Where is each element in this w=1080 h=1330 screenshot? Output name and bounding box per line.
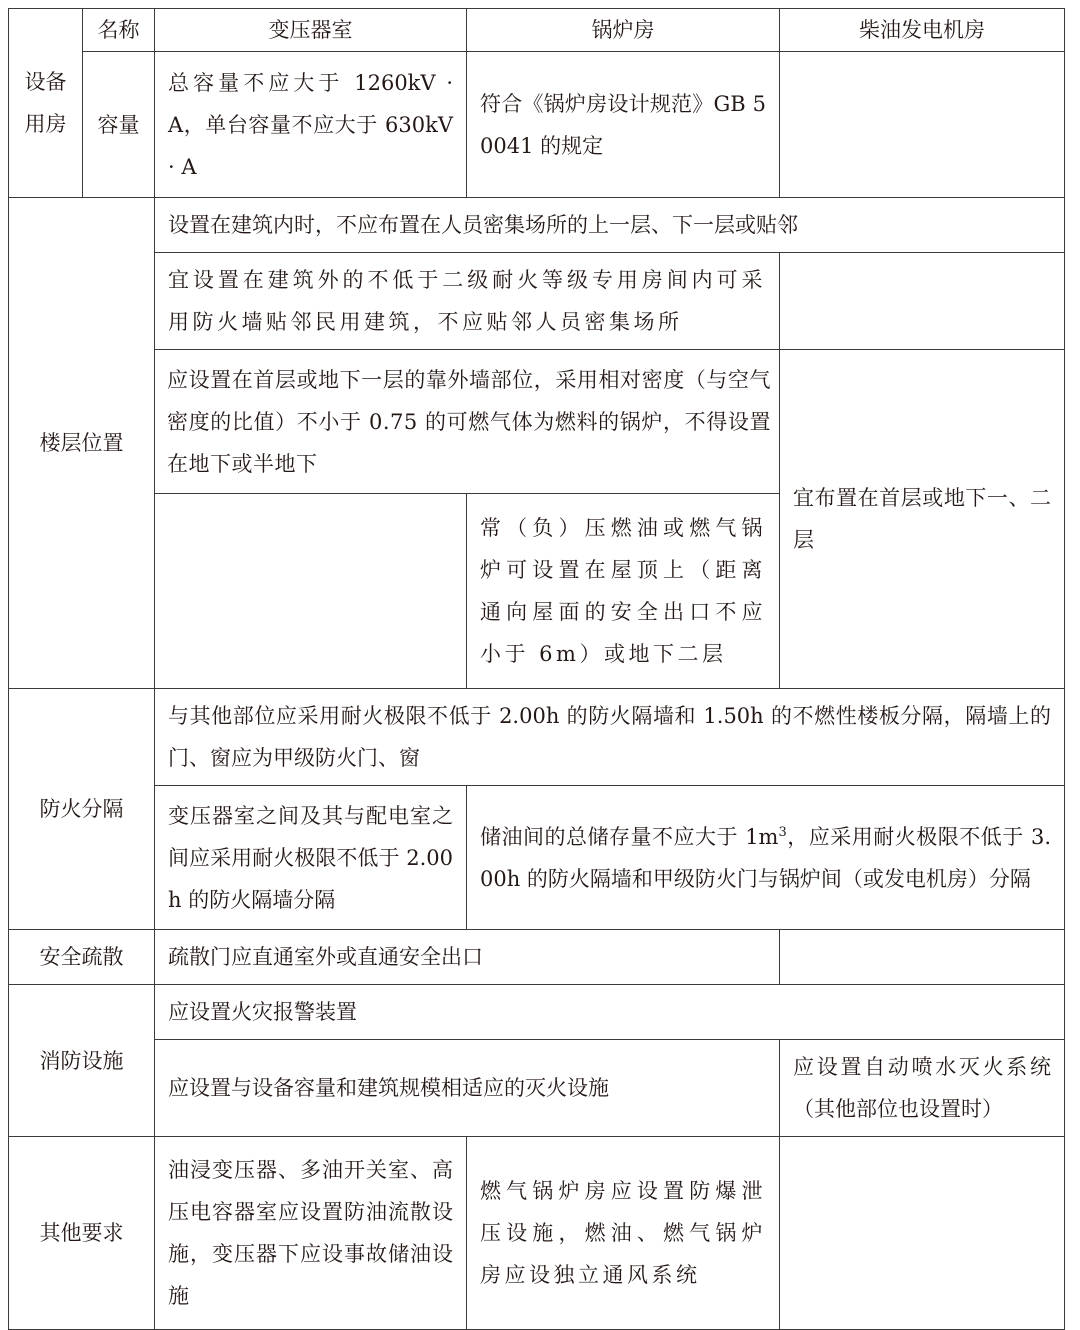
fire-facilities-extinguishing: 应设置与设备容量和建筑规模相适应的灭火设施 xyxy=(155,1040,780,1137)
header-boiler-room: 锅炉房 xyxy=(467,9,780,52)
oil-storage-superscript: 3 xyxy=(778,824,787,840)
floor-location-boiler-roof: 常（负）压燃油或燃气锅炉可设置在屋顶上（距离通向屋面的安全出口不应小于 6m）或地下二层 xyxy=(467,494,780,689)
fire-separation-transformer: 变压器室之间及其与配电室之间应采用耐火极限不低于 2.00h 的防火隔墙分隔 xyxy=(155,786,467,930)
fire-separation-all: 与其他部位应采用耐火极限不低于 2.00h 的防火隔墙和 1.50h 的不燃性楼板分隔，隔墙上的门、窗应为甲级防火门、窗 xyxy=(155,689,1065,786)
capacity-boiler: 符合《锅炉房设计规范》GB 50041 的规定 xyxy=(467,52,780,198)
evacuation-transformer-boiler: 疏散门应直通室外或直通安全出口 xyxy=(155,930,780,985)
other-requirements-boiler: 燃气锅炉房应设置防爆泄压设施，燃油、燃气锅炉房应设独立通风系统 xyxy=(467,1137,780,1330)
floor-location-diesel: 宜布置在首层或地下一、二层 xyxy=(780,350,1065,689)
fire-separation-oil-storage xyxy=(467,786,1065,930)
floor-location-row-1 xyxy=(9,198,1065,253)
equipment-room-label: 设备用房 xyxy=(24,70,67,136)
capacity-diesel xyxy=(780,52,1065,198)
fire-facilities-sprinkler: 应设置自动喷水灭火系统（其他部位也设置时） xyxy=(780,1040,1065,1137)
fire-facilities-alarm: 应设置火灾报警装置 xyxy=(155,985,1065,1040)
other-requirements-label: 其他要求 xyxy=(9,1137,155,1330)
fire-code-table xyxy=(8,8,1065,1330)
other-requirements-diesel xyxy=(780,1137,1065,1330)
fire-separation-row-2 xyxy=(9,786,1065,930)
floor-location-row-3 xyxy=(9,350,1065,494)
fire-facilities-label: 消防设施 xyxy=(9,985,155,1137)
fire-facilities-row-1 xyxy=(9,985,1065,1040)
floor-location-row-2 xyxy=(9,253,1065,350)
floor-location-diesel-empty xyxy=(780,253,1065,350)
capacity-row xyxy=(9,52,1065,198)
other-requirements-row xyxy=(9,1137,1065,1330)
equipment-room-label-cell xyxy=(9,9,83,198)
floor-location-all: 设置在建筑内时，不应布置在人员密集场所的上一层、下一层或贴邻 xyxy=(155,198,1065,253)
header-transformer-room: 变压器室 xyxy=(155,9,467,52)
floor-location-label: 楼层位置 xyxy=(9,198,155,689)
capacity-label: 容量 xyxy=(83,52,155,198)
fire-separation-label: 防火分隔 xyxy=(9,689,155,930)
fire-separation-row-1 xyxy=(9,689,1065,786)
capacity-transformer: 总容量不应大于 1260kV · A，单台容量不应大于 630kV · A xyxy=(155,52,467,198)
evacuation-row xyxy=(9,930,1065,985)
header-diesel-generator-room: 柴油发电机房 xyxy=(780,9,1065,52)
oil-storage-text-2: ，应采用耐火极限不低于 3.00h 的防火隔墙和甲级防火门与锅炉间（或发电机房）分隔 xyxy=(480,824,1051,891)
floor-location-transformer-boiler-outside: 宜设置在建筑外的不低于二级耐火等级专用房间内可采用防火墙贴邻民用建筑，不应贴邻人员密集场所 xyxy=(155,253,780,350)
floor-location-first-floor: 应设置在首层或地下一层的靠外墙部位，采用相对密度（与空气密度的比值）不小于 0.75 的可燃气体为燃料的锅炉，不得设置在地下或半地下 xyxy=(155,350,780,494)
header-row xyxy=(9,9,1065,52)
header-name: 名称 xyxy=(83,9,155,52)
fire-facilities-row-2 xyxy=(9,1040,1065,1137)
other-requirements-transformer: 油浸变压器、多油开关室、高压电容器室应设置防油流散设施，变压器下应设事故储油设施 xyxy=(155,1137,467,1330)
oil-storage-text-1: 储油间的总储存量不应大于 1m xyxy=(480,824,779,849)
evacuation-label: 安全疏散 xyxy=(9,930,155,985)
evacuation-diesel xyxy=(780,930,1065,985)
floor-location-transformer-empty xyxy=(155,494,467,689)
